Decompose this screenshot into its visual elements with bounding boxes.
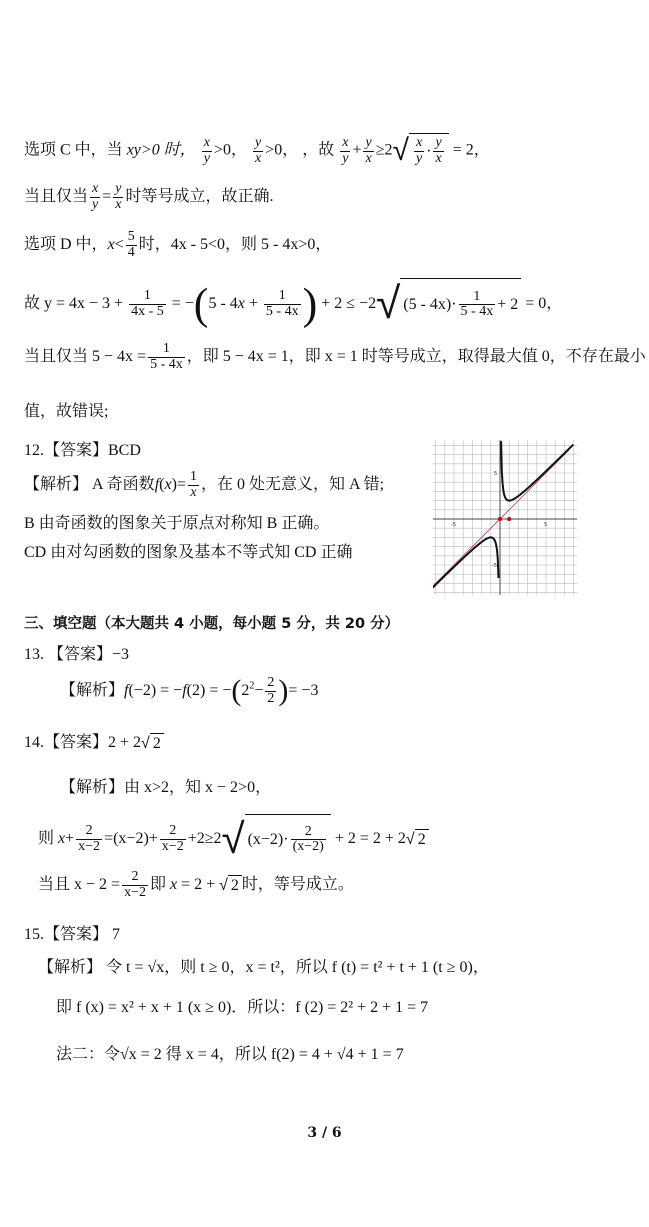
marked-point [507,517,511,521]
q12-analysis-b: B 由奇函数的图象关于原点对称知 B 正确。 [24,515,330,532]
q15-answer: 15.【答案】 7 [24,926,121,943]
q14-step: 则 x+ $\frac{2}{x-2}$ =(x−2)+ $\frac{2}{x-2}$ +2≥2 √ (x−2)· $\frac{2}{(x-2)}$ + 2 = 2 + 2 √ 2 [38,814,429,864]
page-number: 3 / 6 [307,1125,342,1141]
option-c-tail: = 2， [452,141,490,159]
option-c-prefix: 选项 C 中，当 [24,141,123,159]
q12-answer: 12.【答案】BCD [24,442,141,459]
q13-analysis: 【解析】$f(-2) = -f(2) = -(2^2-$ $\frac{2}{2}$ )= −3 [60,674,319,708]
tick-label: -5 [451,522,456,528]
q14-analysis: 【解析】由 x>2，知 x − 2>0， [60,779,272,796]
origin-point [498,517,502,521]
option-d-derivation: 故 y = 4x − 3 + $\frac{1}{4x - 5}$ = −(5 - 4x + $\frac{1}{5 - 4x}$ ) + 2 ≤ −2 √ (5 - 4x)· $\frac{1}{5 - 4x}$ + 2 = 0， [24,278,563,329]
curve-left-branch [433,537,499,593]
tick-label: 5 [544,522,548,528]
q14-equality: 当且 x − 2 = $\frac{2}{x-2}$ 即 x = 2 + √ 2 时，等号成立。 [38,869,354,900]
q14-answer: 14.【答案】2 + 2 √ 2 [24,733,164,753]
option-c-mid: ，故 [302,141,335,159]
tick-label: -5 [492,563,497,569]
function-graph [433,440,577,595]
q13-answer: 13. 【答案】−3 [24,646,130,663]
option-c-line: 选项 C 中，当 xy>0 时， $\frac{x}{y}$ >0， $\frac{y}{x}$ >0， ，故 $\frac{x}{y}$ + $\frac{y}{x}$ ≥2 √ $\frac{x}{y}$ · $\frac{y}{x}$ = 2， [24,133,490,168]
option-d-equality: 当且仅当 5 − 4x = $\frac{1}{5 - 4x}$ ，即 5 − 4x = 1，即 x = 1 时等号成立，取得最大值 0，不存在最小 [24,341,646,372]
section-three-title: 三、填空题（本大题共 4 小题，每小题 5 分，共 20 分） [24,616,400,632]
q15-line3: 法二：令√x = 2 得 x = 4，所以 f(2) = 4 + √4 + 1 = 7 [56,1046,404,1063]
q15-line1: 【解析】 令 t = √x，则 t ≥ 0，x = t²，所以 f (t) = t² + t + 1 (t ≥ 0)， [38,959,489,976]
option-c-condition: xy>0 时， [126,141,196,159]
q12-analysis-cd: CD 由对勾函数的图象及基本不等式知 CD 正确 [24,544,353,561]
tick-label: 5 [494,471,498,477]
option-c-equality-line: 当且仅当 $\frac{x}{y}$ = $\frac{y}{x}$ 时等号成立，故正确. [24,181,274,212]
option-d-line: 选项 D 中，x< $\frac{5}{4}$ 时，4x - 5<0，则 5 - 4x>0， [24,229,332,260]
q15-line2: 即 f (x) = x² + x + 1 (x ≥ 0)．所以：f (2) = 2² + 2 + 1 = 7 [56,999,429,1016]
q12-analysis-a: 【解析】 A 奇函数f(x)= $\frac{1}{x}$ ，在 0 处无意义，知 A 错; [24,469,385,500]
option-d-conclusion: 值，故错误; [24,403,109,420]
